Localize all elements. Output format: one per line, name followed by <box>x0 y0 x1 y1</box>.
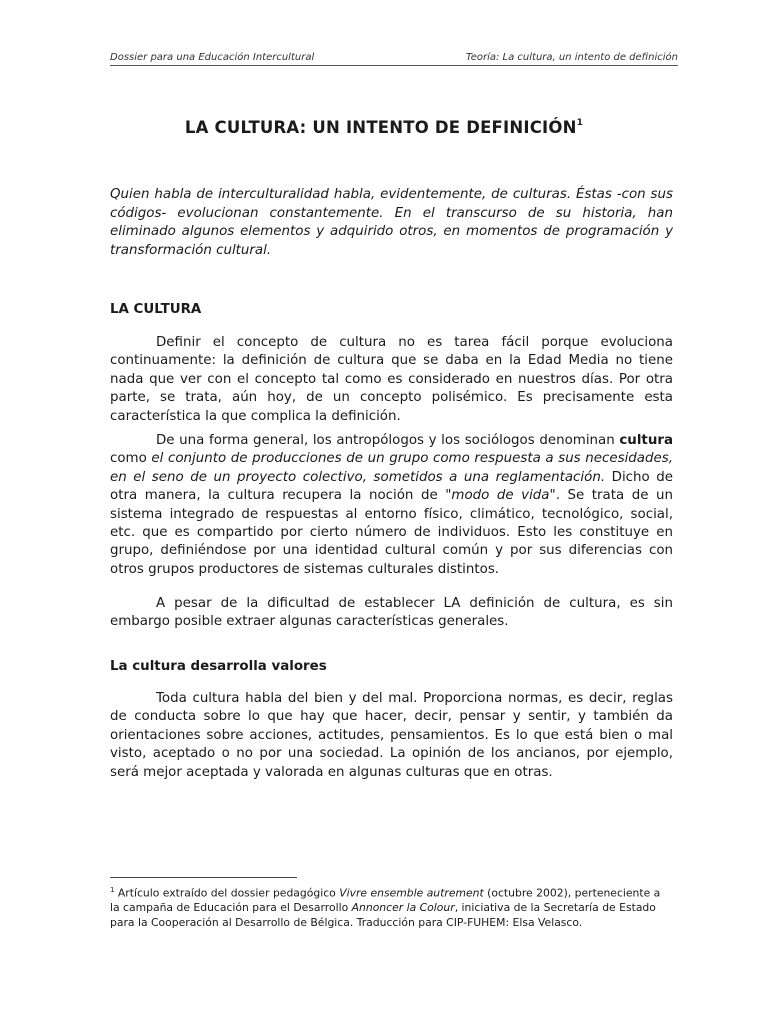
footnote-number: 1 <box>110 886 115 894</box>
text-run: como <box>110 451 152 467</box>
paragraph-definir <box>110 334 673 426</box>
text-run: Artículo extraído del dossier pedagógico <box>114 886 340 900</box>
page-header <box>110 52 678 66</box>
text-run: (octubre 2002), perteneciente a la campaña de Educación para el Desarrollo <box>110 886 661 915</box>
section-heading-la-cultura: LA CULTURA <box>110 302 202 317</box>
page-title <box>0 118 768 137</box>
paragraph-text: A pesar de la dificultad de establecer LA definición de cultura, es sin embargo posible extraer algunas características generales. <box>110 596 673 630</box>
paragraph-definicion-general <box>110 432 673 579</box>
italic-quote: "modo de vida" <box>445 488 556 504</box>
paragraph-valores <box>110 690 673 782</box>
title-text: LA CULTURA: UN INTENTO DE DEFINICIÓN <box>184 118 577 137</box>
intro-paragraph: Quien habla de interculturalidad habla, evidentemente, de culturas. Éstas -con sus códigos- evolucionan constantemente. En el transcurso de su historia, han eliminado algunos elementos y adquirido otros, en momentos de programación y transformación cultural. <box>110 187 673 258</box>
italic-title: Annoncer la Colour <box>351 901 455 915</box>
text-run: De una forma general, los antropólogos y los sociólogos denominan <box>156 433 620 448</box>
text-run: , iniciativa de la Secretaría de Estado para la Cooperación al Desarrollo de Bélgica. Traducción para CIP-FUHEM: Elsa Velasco. <box>110 901 656 929</box>
italic-title: Vivre ensemble autrement <box>339 886 484 900</box>
italic-definition: el conjunto de producciones de un grupo como respuesta a sus necesidades, en el seno de un proyecto colectivo, sometidos a una reglamentación. <box>110 451 673 485</box>
bold-term: cultura <box>619 433 673 448</box>
header-right: Teoría: La cultura, un intento de definición <box>465 52 678 63</box>
text-run: . Se trata de un sistema integrado de respuestas al entorno físico, climático, tecnológico, social, etc. que es compartido por cierto número de individuos. Esto les constituye en grupo, definiéndose por una identidad cultural común y por sus diferencias con otros grupos productores de sistemas culturales distintos. <box>110 488 673 577</box>
paragraph-text: Definir el concepto de cultura no es tarea fácil porque evoluciona continuamente: la definición de cultura que se daba en la Edad Media no tiene nada que ver con el concepto tal como es considerado en nuestros días. Por otra parte, se trata, aún hoy, de un concepto polisémico. Es precisamente esta característica la que complica la definición. <box>110 335 673 424</box>
paragraph-text: Toda cultura habla del bien y del mal. Proporciona normas, es decir, reglas de conducta sobre lo que hay que hacer, decir, pensar y sentir, y también da orientaciones sobre acciones, actitudes, pensamientos. Es lo que está bien o mal visto, aceptado o no por una sociedad. La opinión de los ancianos, por ejemplo, será mejor aceptada y valorada en algunas culturas que en otras. <box>110 691 673 780</box>
header-left: Dossier para una Educación Intercultural <box>110 52 315 63</box>
title-footnote-ref: 1 <box>576 117 584 128</box>
paragraph-dificultad <box>110 595 673 632</box>
section-heading-valores: La cultura desarrolla valores <box>110 659 327 674</box>
footnote <box>110 883 673 930</box>
text-run: Dicho de otra manera, la cultura recupera la noción de <box>110 469 673 504</box>
footnote-divider <box>110 877 297 878</box>
